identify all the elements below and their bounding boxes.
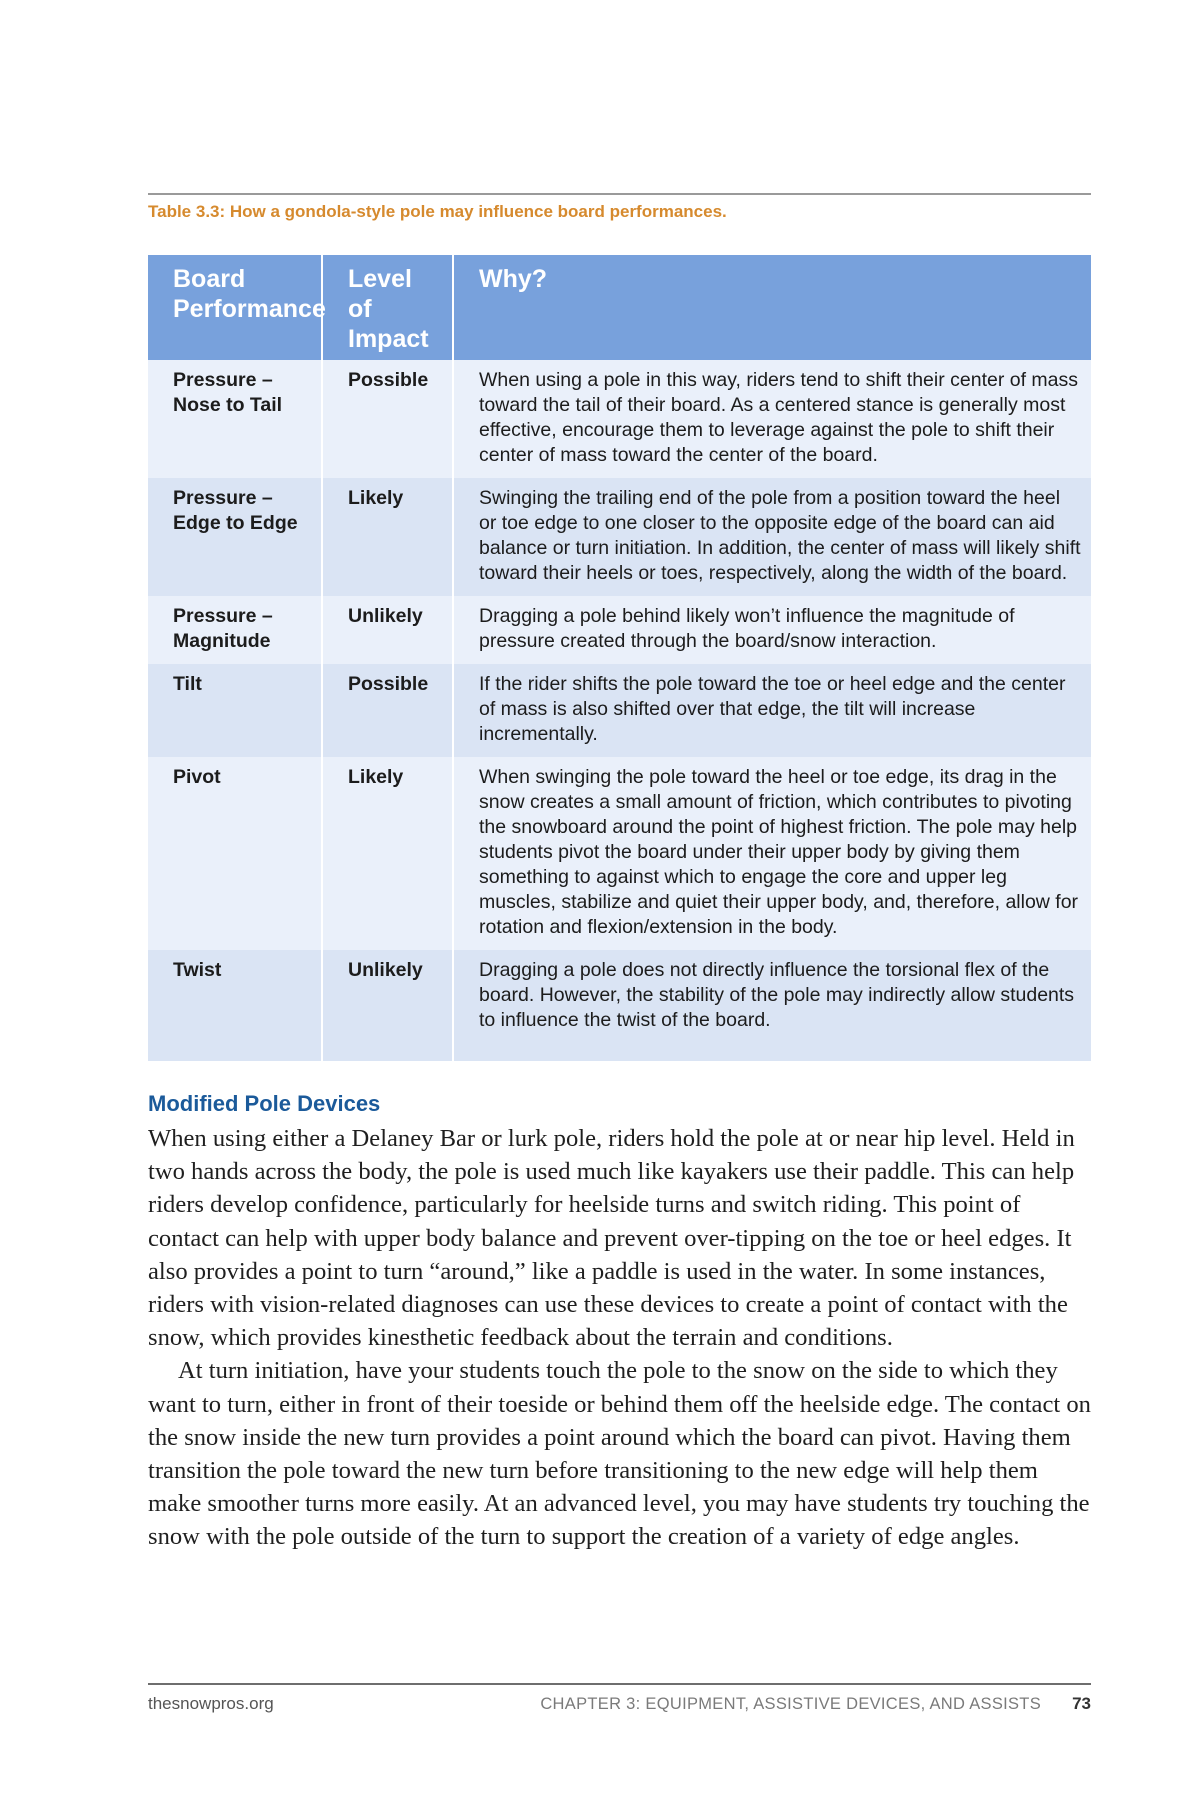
table-header-row (148, 255, 1091, 360)
performance-cell: Pressure – Nose to Tail (148, 360, 322, 478)
why-cell: If the rider shifts the pole toward the toe or heel edge and the center of mass is also shifted over that edge, the tilt will increase incrementally. (453, 664, 1091, 757)
column-header-why: Why? (453, 255, 1091, 360)
column-header-board-performance: Board Performance (148, 255, 322, 360)
body-paragraph: When using either a Delaney Bar or lurk pole, riders hold the pole at or near hip level. Held in two hands across the body, the pole is used much like kayakers use their paddle. This can help riders develop confidence, particularly for heelside turns and switch riding. This point of contact can help with upper body balance and prevent over-tipping on the toe or heel edges. It also provides a point to turn “around,” like a paddle is used in the water. In some instances, riders with vision-related diagnoses can use these devices to create a point of contact with the snow, which provides kinesthetic feedback about the terrain and conditions. (148, 1125, 1075, 1352)
why-cell: Dragging a pole does not directly influence the torsional flex of the board. However, the stability of the pole may indirectly allow students to influence the twist of the board. (453, 950, 1091, 1043)
performance-cell: Pressure – Edge to Edge (148, 478, 322, 596)
board-performance-table (148, 255, 1091, 1061)
table-row (148, 360, 1091, 478)
table-row (148, 950, 1091, 1043)
performance-cell: Pivot (148, 757, 322, 950)
table-row (148, 664, 1091, 757)
section-heading: Modified Pole Devices (148, 1091, 381, 1116)
impact-cell: Possible (322, 664, 453, 757)
impact-cell: Possible (322, 360, 453, 478)
impact-cell: Likely (322, 757, 453, 950)
table-caption: Table 3.3: How a gondola-style pole may influence board performances. (148, 202, 727, 221)
why-cell: When swinging the pole toward the heel or toe edge, its drag in the snow creates a small amount of friction, which contributes to pivoting the snowboard around the point of highest friction. The pole may help students pivot the board under their upper body by giving them something to against which to engage the core and upper leg muscles, stabilize and quiet their upper body, and, therefore, allow for rotation and flexion/extension in the body. (453, 757, 1091, 950)
column-header-level-of-impact: Level of Impact (322, 255, 453, 360)
performance-cell: Twist (148, 950, 322, 1043)
table-row (148, 478, 1091, 596)
impact-cell: Unlikely (322, 950, 453, 1043)
why-cell: When using a pole in this way, riders tend to shift their center of mass toward the tail of their board. As a centered stance is generally most effective, encourage them to leverage against the pole to shift their center of mass toward the center of the board. (453, 360, 1091, 478)
impact-cell: Likely (322, 478, 453, 596)
performance-cell: Pressure – Magnitude (148, 596, 322, 664)
footer-chapter-title: CHAPTER 3: EQUIPMENT, ASSISTIVE DEVICES, AND ASSISTS (540, 1695, 1041, 1713)
impact-cell: Unlikely (322, 596, 453, 664)
page-number: 73 (1072, 1694, 1091, 1713)
top-divider (148, 193, 1091, 195)
body-text (148, 1122, 1093, 1554)
table-row (148, 757, 1091, 950)
table-row (148, 596, 1091, 664)
body-paragraph: At turn initiation, have your students touch the pole to the snow on the side to which they want to turn, either in front of their toeside or behind them off the heelside edge. The contact on the snow inside the new turn provides a point around which the board can pivot. Having them transition the pole toward the new turn before transitioning to the new edge will help them make smoother turns more easily. At an advanced level, you may have students try touching the snow with the pole outside of the turn to support the creation of a variety of edge angles. (148, 1357, 1091, 1551)
why-cell: Dragging a pole behind likely won’t influence the magnitude of pressure created through the board/snow interaction. (453, 596, 1091, 664)
footer-divider (148, 1683, 1091, 1685)
performance-cell: Tilt (148, 664, 322, 757)
table-bottom-padding (148, 1043, 1091, 1061)
why-cell: Swinging the trailing end of the pole from a position toward the heel or toe edge to one closer to the opposite edge of the board can aid balance or turn initiation. In addition, the center of mass will likely shift toward their heels or toes, respectively, along the width of the board. (453, 478, 1091, 596)
footer-website: thesnowpros.org (148, 1694, 274, 1713)
